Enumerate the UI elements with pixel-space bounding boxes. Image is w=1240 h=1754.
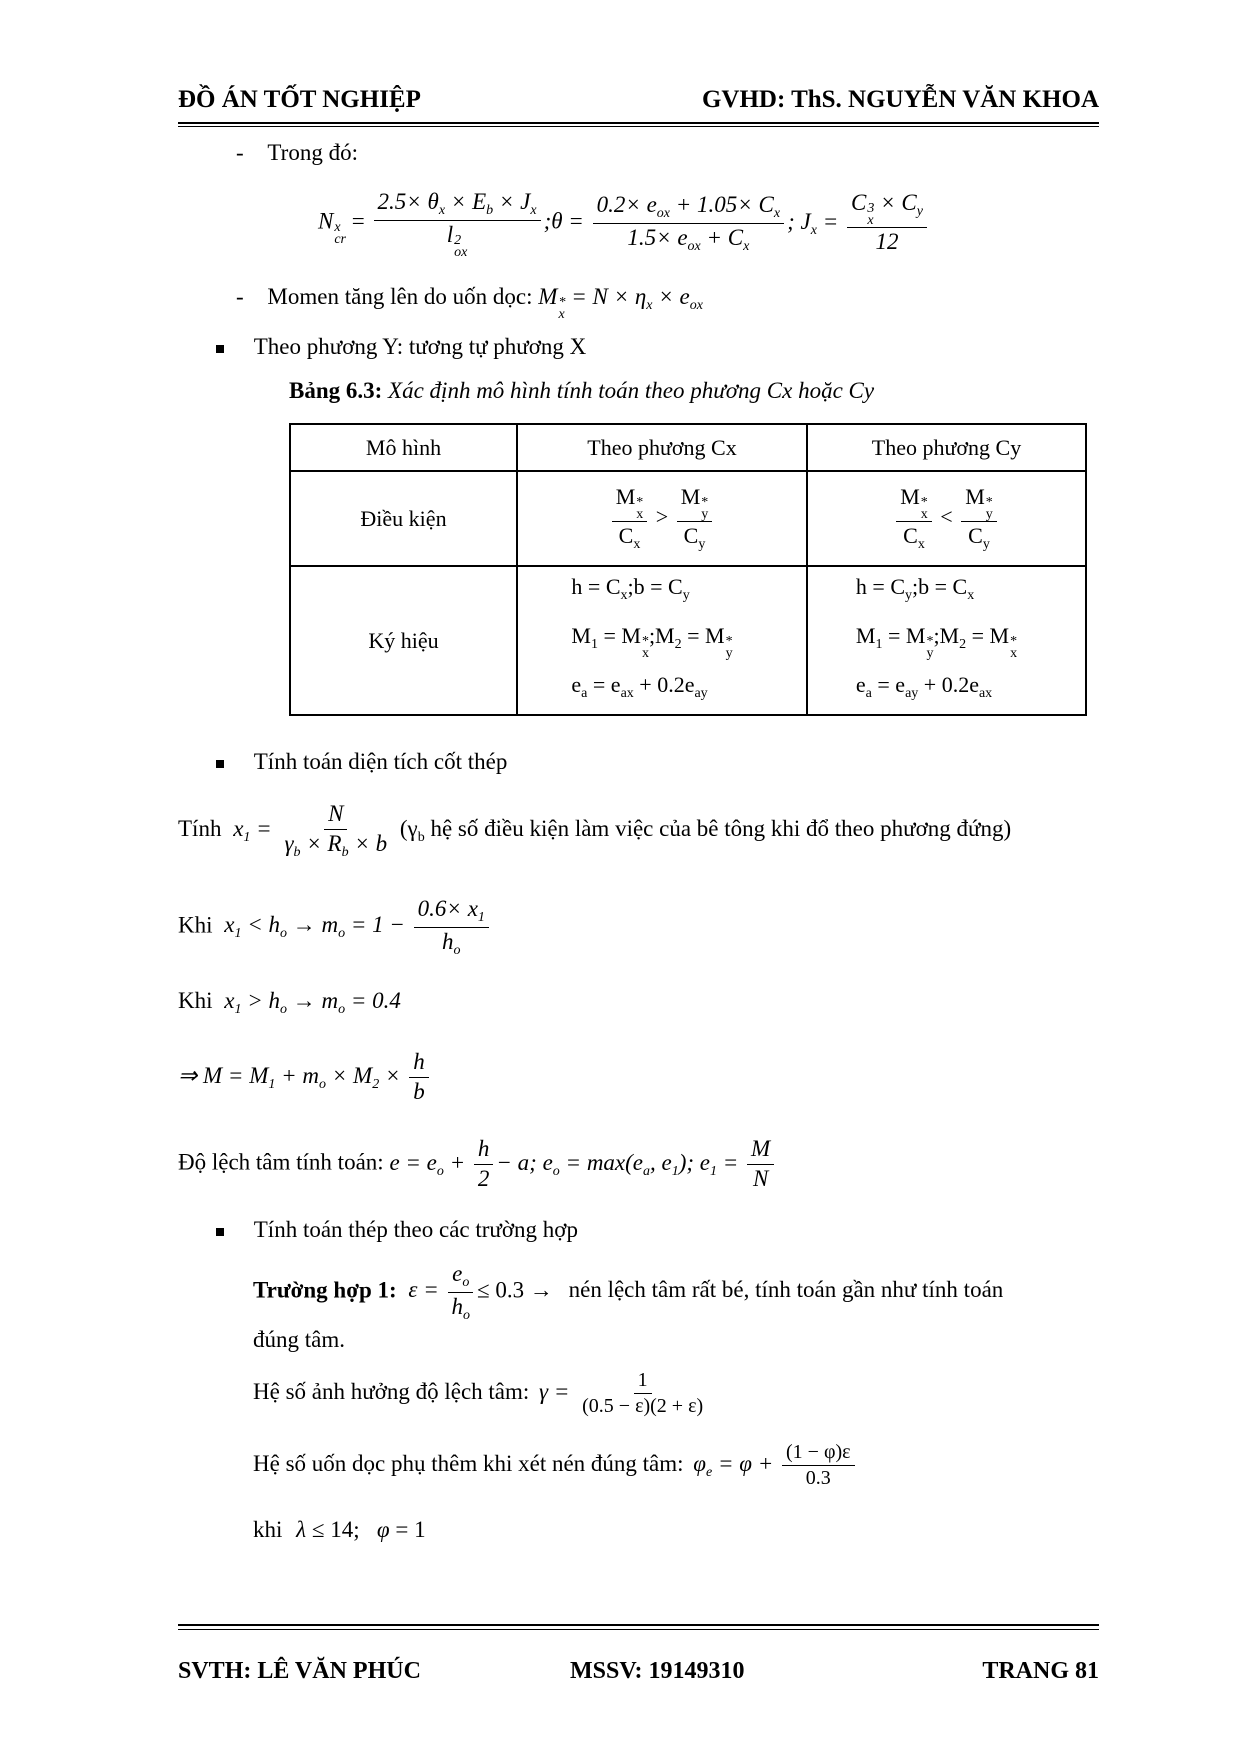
header-left: ĐỒ ÁN TỐT NGHIỆP: [178, 86, 421, 113]
footer-left: SVTH: LÊ VĂN PHÚC: [178, 1658, 421, 1684]
tinh-x1-line: Tính $x_1$ = $\frac{N}{\gamma_b \times R_b \times b}$ ($\gamma_b$ hệ số điều kiện làm việc của bê tông khi đổ theo phương đứng): [178, 801, 1012, 860]
bullet-icon: [216, 760, 224, 768]
symbols-cy: $h = C_y;b = C_x$ $M_1 = M$ * y $;M_2 = M$ * x $e_a = e_{ay} + 0.2e_{ax}$: [807, 566, 1086, 715]
gamma-note-open: (γ: [399, 815, 418, 841]
dash: -: [236, 284, 244, 309]
bullet-icon: [216, 1228, 224, 1236]
khi-2-line: Khi $x_1 > h_o \to m_o = 0.4$: [178, 988, 401, 1017]
footer-center: MSSV: 19149310: [570, 1658, 745, 1684]
th-phuong-cx: Theo phương Cx: [517, 424, 807, 471]
footer-rule-thin: [178, 1629, 1099, 1630]
gamma-label: Hệ số ảnh hưởng độ lệch tâm:: [253, 1378, 530, 1404]
phuong-y-line: [216, 334, 586, 360]
header-rule-thin: [178, 126, 1099, 127]
khi-1-line: Khi $x_1 < h_o \to m_o = 1$ − $\frac{0.6\times x_1}{h_o}$: [178, 895, 492, 959]
do-lech-tam-label: Độ lệch tâm tính toán:: [178, 1149, 384, 1175]
footer-rule: [178, 1624, 1099, 1626]
footer-right: TRANG 81: [982, 1658, 1099, 1684]
khi-label: Khi: [178, 988, 213, 1013]
truong-hop-line: [216, 1217, 578, 1243]
header-rule: [178, 122, 1099, 124]
phi-label: Hệ số uốn dọc phụ thêm khi xét nén đúng tâm:: [253, 1450, 684, 1476]
cot-thep-text: Tính toán diện tích cốt thép: [253, 749, 508, 774]
bullet-icon: [216, 345, 224, 353]
dash: -: [236, 140, 244, 165]
tinh-label: Tính: [178, 815, 222, 841]
th1-line: Trường hợp 1: ε = $\frac{e_o}{h_o}$ ≤ 0.3 → nén lệch tâm rất bé, tính toán gần như tính toán: [253, 1261, 1004, 1323]
phi-line: Hệ số uốn dọc phụ thêm khi xét nén đúng tâm: $\varphi_e = \varphi$ + $\frac{(1 - \varphi)\varepsilon}{0.3}$: [253, 1440, 858, 1491]
th-mo-hinh: Mô hình: [290, 424, 517, 471]
cond-cy: M * x $C_x$ < M * y $C_y$: [807, 471, 1086, 566]
header-right: GVHD: ThS. NGUYỄN VĂN KHOA: [701, 86, 1099, 113]
row-dieu-kien-label: Điều kiện: [290, 471, 517, 566]
khi-lambda-line: khi λ ≤ 14; φ = 1: [253, 1517, 426, 1542]
th1-text: nén lệch tâm rất bé, tính toán gần như tính toán: [568, 1277, 1004, 1303]
formula-ncr: N x cr = $2.5\times \theta_x \times E_b \times J_x$ l 2 ox ;θ = $\frac{0.2\times e_{ox} + 1.05\times C_x}{1.5\times e_{ox} + C_x}$ ; $J_x$ = C 3 x × $C_y$ 12: [318, 188, 930, 259]
khi-label: Khi: [178, 912, 213, 938]
table-caption: [289, 378, 874, 404]
model-table: [289, 423, 1087, 716]
khi-label: khi: [253, 1517, 283, 1542]
momen-line: - Momen tăng lên do uốn dọc: M * x = $N \times \eta_x \times e_{ox}$: [236, 284, 703, 322]
gamma-note-sub: b: [417, 829, 425, 845]
cond-cx: M * x $C_x$ > M * y $C_y$: [517, 471, 807, 566]
row-ky-hieu-label: Ký hiệu: [290, 566, 517, 715]
symbols-cx: $h = C_x;b = C_y$ $M_1 = M$ * x $;M_2 = M$ * y $e_a = e_{ax} + 0.2e_{ay}$: [517, 566, 807, 715]
m-formula: ⇒ $M = M_1 + m_o \times M_2$ × $\frac{h}{b}$: [178, 1048, 432, 1107]
trong-do-line: [236, 140, 358, 166]
gamma-note-text: hệ số điều kiện làm việc của bê tông khi đổ theo phương đứng): [424, 815, 1012, 841]
truong-hop-text: Tính toán thép theo các trường hợp: [253, 1217, 578, 1242]
do-lech-tam-line: Độ lệch tâm tính toán: $e = e_o$ + $\frac{h}{2}$ − a; $e_o = \max(e_a$, $e_1$); $e_1$ = $\frac{M}{N}$: [178, 1135, 777, 1194]
caption-bold: Bảng 6.3:: [289, 378, 383, 403]
trong-do-label: Trong đó:: [267, 140, 358, 165]
cot-thep-line: [216, 749, 507, 775]
phuong-y-text: Theo phương Y: tương tự phương X: [253, 334, 587, 359]
th1-label: Trường hợp 1:: [253, 1277, 397, 1303]
th1-line-2: đúng tâm.: [253, 1327, 345, 1352]
th-phuong-cy: Theo phương Cy: [807, 424, 1086, 471]
caption-italic: Xác định mô hình tính toán theo phương Cx hoặc Cy: [388, 378, 875, 403]
gamma-line: Hệ số ảnh hưởng độ lệch tâm: γ = $\frac{1}{(0.5 - \varepsilon)(2 + \varepsilon)}$: [253, 1369, 704, 1417]
momen-label: Momen tăng lên do uốn dọc:: [267, 284, 533, 309]
